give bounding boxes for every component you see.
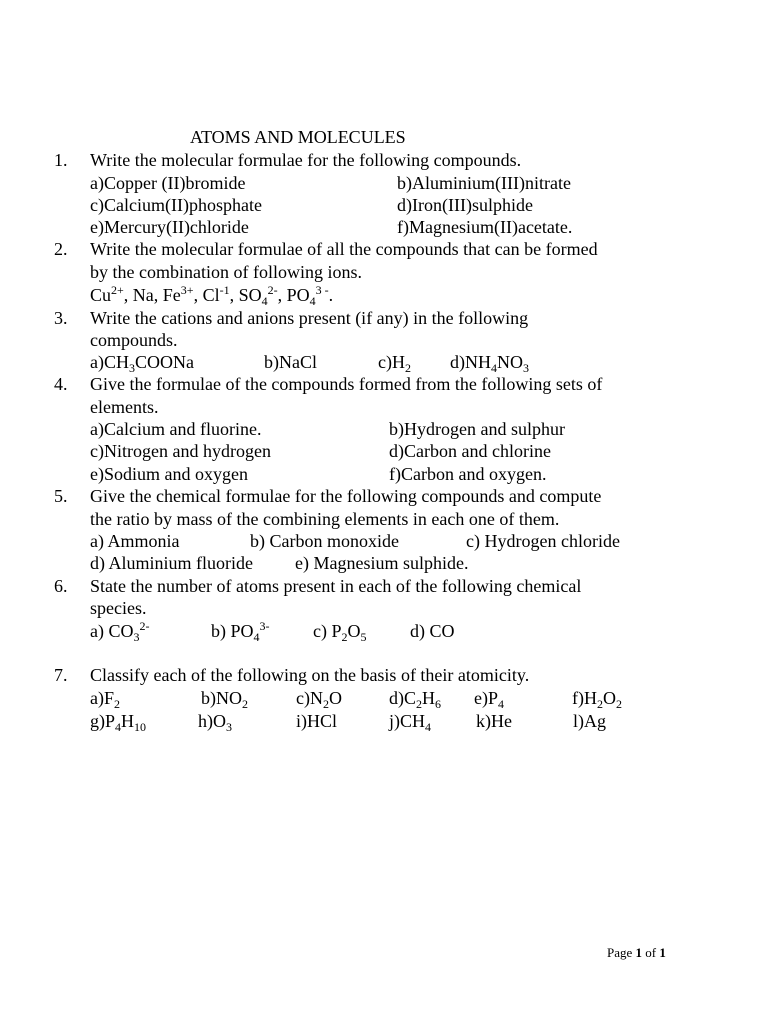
- option: $g)P_4H_{10}$: [90, 711, 147, 734]
- option: c)Nitrogen and hydrogen: [90, 441, 271, 461]
- option: a)Calcium and fluorine.: [90, 419, 262, 439]
- option: c) Hydrogen chloride: [466, 531, 620, 551]
- question-text: Classify each of the following on the basis of their atomicity.: [90, 665, 530, 685]
- question-text: elements.: [90, 397, 159, 417]
- option: l)Ag: [573, 711, 606, 731]
- option: d)Carbon and chlorine: [389, 441, 551, 461]
- option: $c)N_2O$: [296, 688, 342, 711]
- question-text: Write the cations and anions present (if any) in the following: [90, 308, 529, 328]
- question-text: the ratio by mass of the combining elements in each one of them.: [90, 509, 560, 529]
- question-number: 7.: [54, 665, 68, 685]
- option: $f)H_2O_2$: [572, 688, 622, 711]
- question-number: 2.: [54, 239, 68, 259]
- page-number: Page 1 of 1: [607, 945, 666, 960]
- option: k)He: [476, 711, 512, 731]
- question-number: 6.: [54, 576, 68, 596]
- question-text: State the number of atoms present in each of the following chemical: [90, 576, 582, 596]
- question-text: Give the formulae of the compounds formed from the following sets of: [90, 374, 603, 394]
- question-number: 5.: [54, 486, 68, 506]
- option: $j)CH_4$: [389, 711, 431, 734]
- option: b) $PO_4^{3-}$: [211, 619, 270, 644]
- option: $c)H_2$: [378, 352, 411, 375]
- option: $b)NO_2$: [201, 688, 248, 711]
- page-title: ATOMS AND MOLECULES: [190, 127, 406, 147]
- option: e) Magnesium sulphide.: [295, 553, 469, 573]
- option: $h)O_3$: [198, 711, 232, 734]
- option: $a)F_2$: [90, 688, 120, 711]
- option: c)Calcium(II)phosphate: [90, 195, 262, 215]
- option: a) Ammonia: [90, 531, 180, 551]
- question-text: Give the chemical formulae for the following compounds and compute: [90, 486, 602, 506]
- option: a)Copper (II)bromide: [90, 173, 246, 193]
- option: b)Hydrogen and sulphur: [389, 419, 565, 439]
- question-number: 3.: [54, 308, 68, 328]
- option: d)Iron(III)sulphide: [397, 195, 533, 215]
- question-number: 1.: [54, 150, 68, 170]
- option: $d)C_2H_6$: [389, 688, 441, 711]
- question-text: Write the molecular formulae of all the compounds that can be formed: [90, 239, 598, 259]
- option: i)HCl: [296, 711, 338, 731]
- option: $d)NH_4NO_3$: [450, 352, 529, 375]
- option: d) CO: [410, 621, 455, 641]
- option: d) Aluminium fluoride: [90, 553, 253, 573]
- question-text: by the combination of following ions.: [90, 262, 362, 282]
- option: b) Carbon monoxide: [250, 531, 399, 551]
- option: f)Carbon and oxygen.: [389, 464, 547, 484]
- ion-list: $Cu^{2+}$, Na, $Fe^{3+}$, $Cl^{-1}$, $SO_4^{2-}$, $PO_4^{3 -}$.: [90, 283, 334, 308]
- question-text: compounds.: [90, 330, 178, 350]
- option: a) $CO_3^{2-}$: [90, 619, 150, 644]
- option: $a)CH_3COONa$: [90, 352, 194, 375]
- option: b)NaCl: [264, 352, 317, 372]
- option: e)Sodium and oxygen: [90, 464, 248, 484]
- question-text: Write the molecular formulae for the following compounds.: [90, 150, 522, 170]
- question-text: species.: [90, 598, 147, 618]
- option: b)Aluminium(III)nitrate: [397, 173, 571, 193]
- question-number: 4.: [54, 374, 68, 394]
- option: f)Magnesium(II)acetate.: [397, 217, 573, 237]
- option: $e)P_4$: [474, 688, 504, 711]
- option: e)Mercury(II)chloride: [90, 217, 249, 237]
- option: c) $P_2O_5$: [313, 621, 367, 644]
